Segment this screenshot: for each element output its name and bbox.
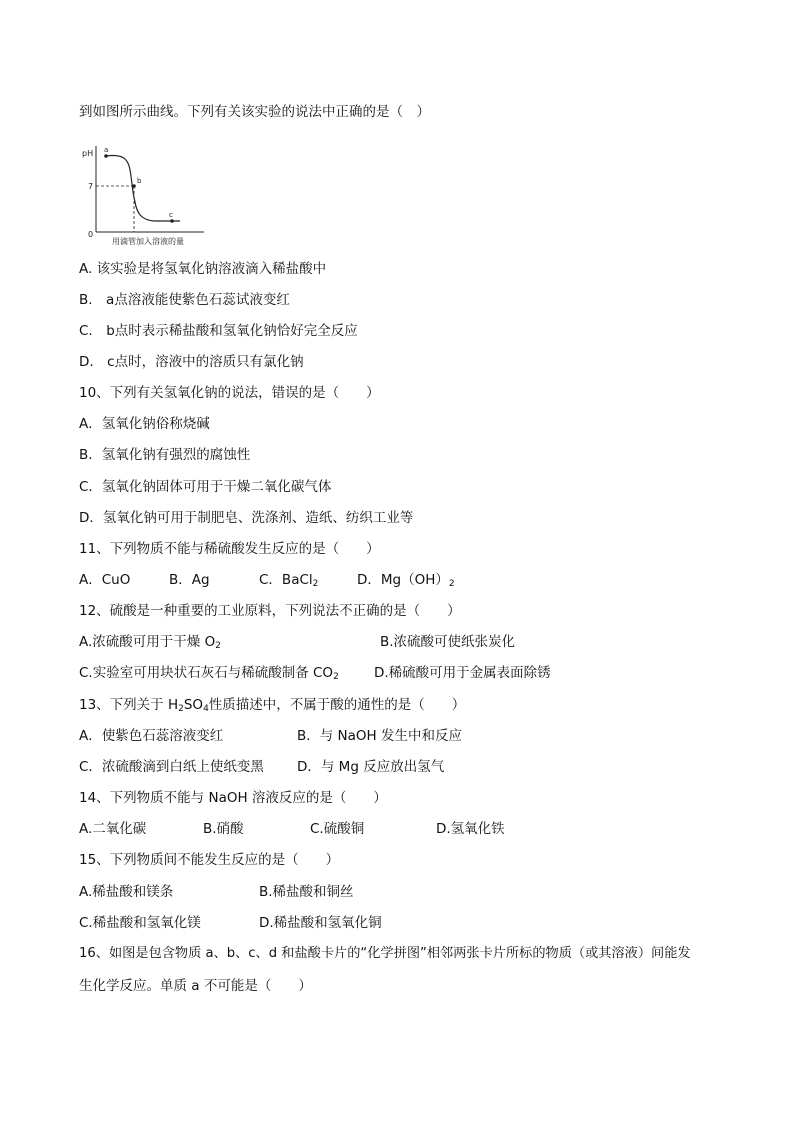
q11-stem: 11、下列物质不能与稀硫酸发生反应的是（ ） (79, 541, 380, 557)
q14-option-c: C.硫酸铜 (310, 821, 365, 837)
q10-option-b: B．氢氧化钠有强烈的腐蚀性 (79, 447, 251, 463)
q13-option-a: A．使紫色石蕊溶液变红 (79, 728, 224, 744)
point-c-label: c (169, 211, 173, 219)
q9-option-a: A. 该实验是将氢氧化钠溶液滴入稀盐酸中 (79, 261, 327, 277)
ph7-label: 7 (88, 182, 94, 191)
point-a-label: a (104, 146, 109, 154)
q11-option-a: A．CuO (79, 572, 131, 588)
q10-option-d: D．氢氧化钠可用于制肥皂、洗涤剂、造纸、纺织工业等 (79, 510, 414, 526)
question-stem-continuation: 到如图所示曲线。下列有关该实验的说法中正确的是（ ） (79, 104, 430, 120)
q14-option-b: B.硝酸 (203, 821, 244, 837)
q15-option-a: A.稀盐酸和镁条 (79, 884, 174, 900)
q11-option-c: C．BaCl$_2$ (259, 572, 319, 589)
q12-option-a: A.浓硫酸可用于干燥 $O_2$ (79, 634, 221, 651)
point-a (104, 154, 108, 158)
q15-stem: 15、下列物质间不能发生反应的是（ ） (79, 852, 340, 868)
q13-stem: 13、下列关于 $H_2SO_4$性质描述中，不属于酸的通性的是（ ） (79, 697, 466, 714)
q15-option-b: B.稀盐酸和铜丝 (259, 884, 354, 900)
q13-option-d: D．与 Mg 反应放出氢气 (297, 759, 445, 775)
q14-option-a: A.二氧化碳 (79, 821, 147, 837)
point-b-label: b (137, 177, 142, 185)
q10-option-c: C．氢氧化钠固体可用于干燥二氧化碳气体 (79, 479, 332, 495)
q10-option-a: A．氢氧化钠俗称烧碱 (79, 416, 210, 432)
q12-stem: 12、硫酸是一种重要的工业原料，下列说法不正确的是（ ） (79, 603, 461, 619)
q12-option-d: D.稀硫酸可用于金属表面除锈 (374, 665, 551, 681)
q16-stem-line1: 16、如图是包含物质 a、b、c、d 和盐酸卡片的“化学拼图”相邻两张卡片所标的物质（或其溶液）间能发 (79, 946, 691, 961)
q13-option-b: B．与 NaOH 发生中和反应 (297, 728, 462, 744)
q11-option-d: D．$Mg(OH)_2$ (357, 572, 455, 589)
q14-stem: 14、下列物质不能与 NaOH 溶液反应的是（ ） (79, 790, 387, 806)
q12-option-b: B.浓硫酸可使纸张炭化 (380, 634, 516, 650)
point-b (132, 184, 136, 188)
q14-option-d: D.氢氧化铁 (436, 821, 505, 837)
ph-curve-graph (78, 140, 208, 248)
q11-option-b: B．Ag (169, 572, 210, 588)
origin-label: 0 (88, 230, 94, 239)
q15-option-d: D.稀盐酸和氢氧化铜 (259, 915, 382, 931)
q15-option-c: C.稀盐酸和氢氧化镁 (79, 915, 201, 931)
q9-option-d: D. c点时，溶液中的溶质只有氯化钠 (79, 354, 304, 370)
q9-option-c: C. b点时表示稀盐酸和氢氧化钠恰好完全反应 (79, 323, 358, 339)
point-c (170, 219, 174, 223)
q16-stem-line2: 生化学反应。单质 a 不可能是（ ） (79, 978, 312, 994)
y-axis-label: pH (82, 149, 94, 158)
x-axis-label: 用滴管加入溶液的量 (112, 237, 184, 246)
q10-stem: 10、下列有关氢氧化钠的说法，错误的是（ ） (79, 385, 380, 401)
q9-option-b: B. a点溶液能使紫色石蕊试液变红 (79, 292, 290, 308)
q12-option-c: C.实验室可用块状石灰石与稀硫酸制备 $CO_2$ (79, 665, 339, 682)
q13-option-c: C．浓硫酸滴到白纸上使纸变黑 (79, 759, 264, 775)
